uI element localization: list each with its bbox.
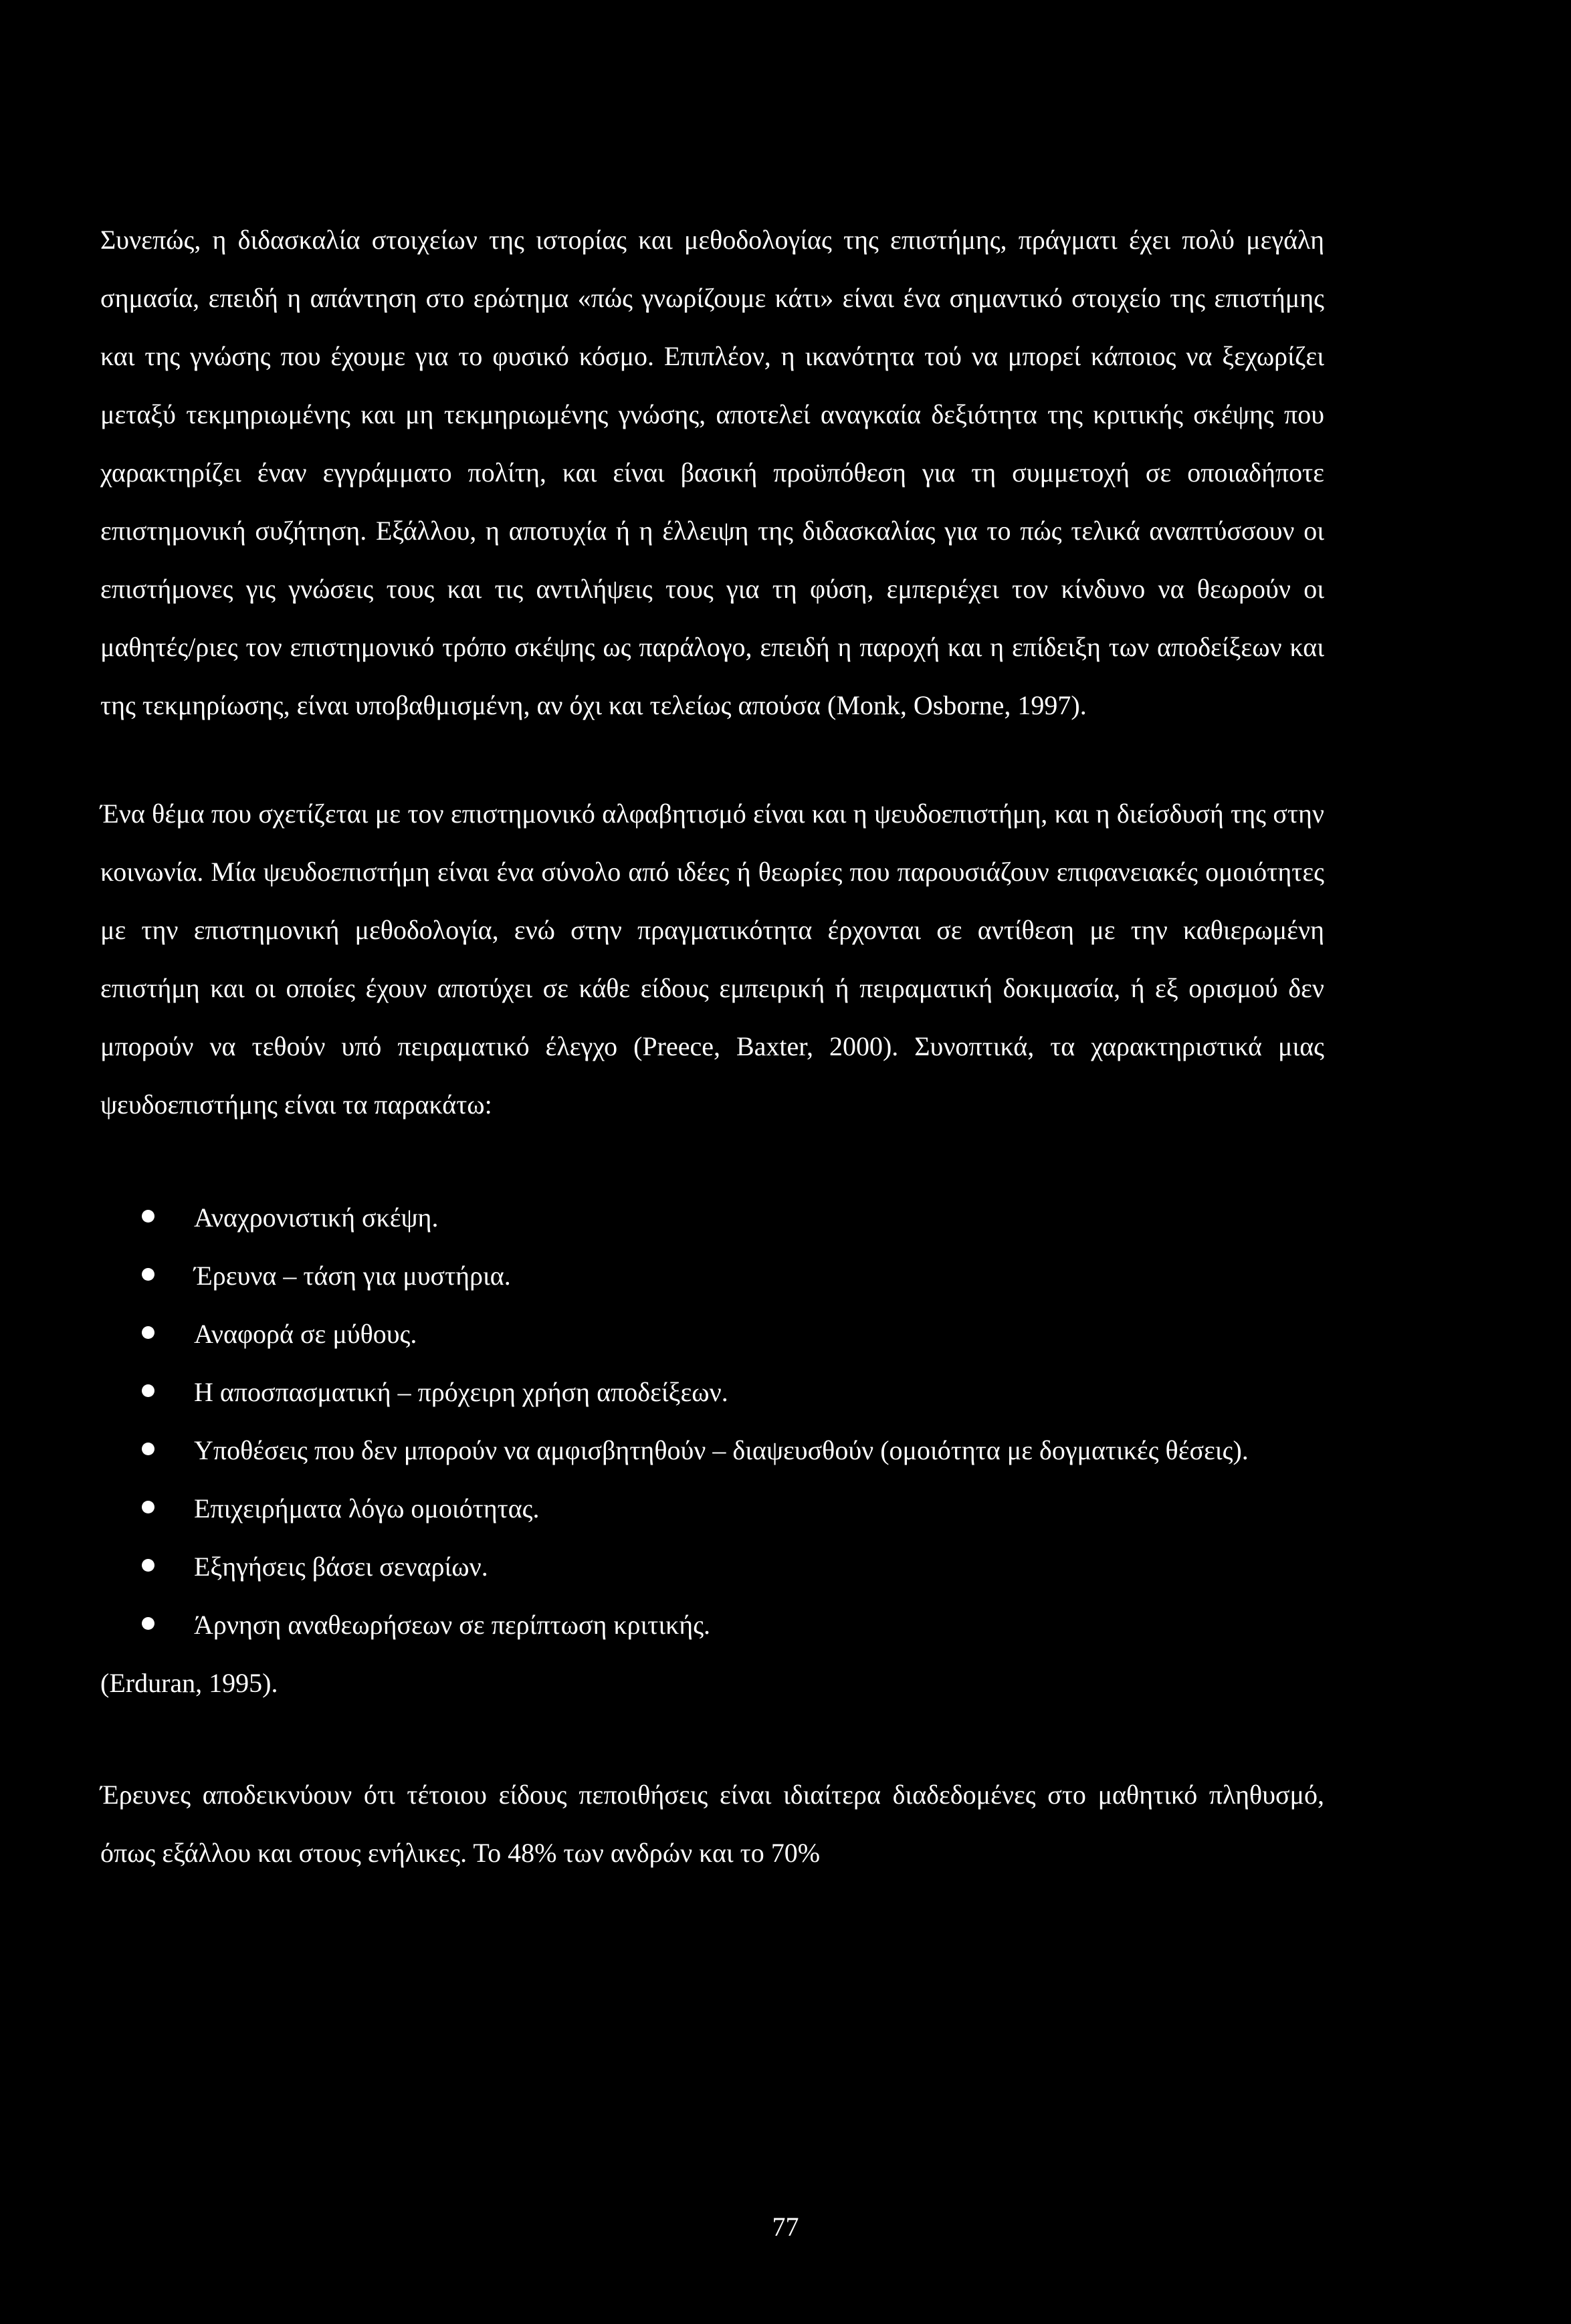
bullet-icon (142, 1210, 154, 1223)
list-item (100, 1247, 1324, 1305)
pseudoscience-characteristics-list (100, 1188, 1324, 1654)
bullet-icon (142, 1326, 154, 1339)
list-item-text: Έρευνα – τάση για μυστήρια. (194, 1261, 511, 1291)
list-item (100, 1421, 1324, 1479)
list-item-text: Άρνηση αναθεωρήσεων σε περίπτωση κριτικής. (194, 1610, 711, 1640)
list-item (100, 1596, 1324, 1654)
list-item (100, 1305, 1324, 1363)
bullet-icon (142, 1268, 154, 1281)
list-item-text: Αναχρονιστική σκέψη. (194, 1202, 439, 1233)
list-item (100, 1363, 1324, 1421)
list-item (100, 1188, 1324, 1247)
citation: (Erduran, 1995). (100, 1668, 278, 1698)
bullet-icon (142, 1617, 154, 1630)
list-item (100, 1538, 1324, 1596)
list-item-text: Επιχειρήματα λόγω ομοιότητας. (194, 1493, 540, 1523)
paragraph-pseudoscience: Ένα θέμα που σχετίζεται με τον επιστημονικό αλφαβητισμό είναι και η ψευδοεπιστήμη, και η διείσδυσή της στην κοινωνία. Μία ψευδοεπιστήμη είναι ένα σύνολο από ιδέες ή θεωρίες που παρουσιάζουν επιφανειακές ομοιότητες με την επιστημονική μεθοδολογία, ενώ στην πραγματικότητα έρχονται σε αντίθεση με την καθιερωμένη επιστήμη και οι οποίες έχουν αποτύχει σε κάθε είδους εμπειρική ή πειραματική δοκιμασία, ή εξ ορισμού δεν μπορούν να τεθούν υπό πειραματικό έλεγχο (Preece, Baxter, 2000). Συνοπτικά, τα χαρακτηριστικά μιας ψευδοεπιστήμης είναι τα παρακάτω: (100, 799, 1324, 1120)
list-item-text: Εξηγήσεις βάσει σεναρίων. (194, 1552, 488, 1582)
bullet-icon (142, 1501, 154, 1513)
list-item-text: Αναφορά σε μύθους. (194, 1319, 417, 1349)
paragraph-research-findings: Έρευνες αποδεικνύουν ότι τέτοιου είδους πεποιθήσεις είναι ιδιαίτερα διαδεδομένες στο μαθητικό πληθυσμό, όπως εξάλλου και στους ενήλικες. Το 48% των ανδρών και το 70% (100, 1780, 1324, 1868)
list-item-text: Υποθέσεις που δεν μπορούν να αμφισβητηθούν – διαψευσθούν (ομοιότητα με δογματικές θέσεις). (194, 1435, 1249, 1465)
list-item-text: Η αποσπασματική – πρόχειρη χρήση αποδείξεων. (194, 1377, 728, 1407)
bullet-icon (142, 1443, 154, 1455)
page-body (100, 211, 1324, 1882)
bullet-icon (142, 1559, 154, 1572)
paragraph-history-of-science: Συνεπώς, η διδασκαλία στοιχείων της ιστορίας και μεθοδολογίας της επιστήμης, πράγματι έχει πολύ μεγάλη σημασία, επειδή η απάντηση στο ερώτημα «πώς γνωρίζουμε κάτι» είναι ένα σημαντικό στοιχείο της επιστήμης και της γνώσης που έχουμε για το φυσικό κόσμο. Επιπλέον, η ικανότητα τού να μπορεί κάποιος να ξεχωρίζει μεταξύ τεκμηριωμένης και μη τεκμηριωμένης γνώσης, αποτελεί αναγκαία δεξιότητα της κριτικής σκέψης που χαρακτηρίζει έναν εγγράμματο πολίτη, και είναι βασική προϋπόθεση για τη συμμετοχή σε οποιαδήποτε επιστημονική συζήτηση. Εξάλλου, η αποτυχία ή η έλλειψη της διδασκαλίας για το πώς τελικά αναπτύσσουν οι επιστήμονες γις γνώσεις τους και τις αντιλήψεις τους για τη φύση, εμπεριέχει τον κίνδυνο να θεωρούν οι μαθητές/ριες τον επιστημονικό τρόπο σκέψης ως παράλογο, επειδή η παροχή και η επίδειξη των αποδείξεων και της τεκμηρίωσης, είναι υποβαθμισμένη, αν όχι και τελείως απούσα (Monk, Osborne, 1997). (100, 225, 1324, 720)
page-number: 77 (772, 2212, 799, 2242)
list-item (100, 1479, 1324, 1538)
bullet-icon (142, 1384, 154, 1397)
